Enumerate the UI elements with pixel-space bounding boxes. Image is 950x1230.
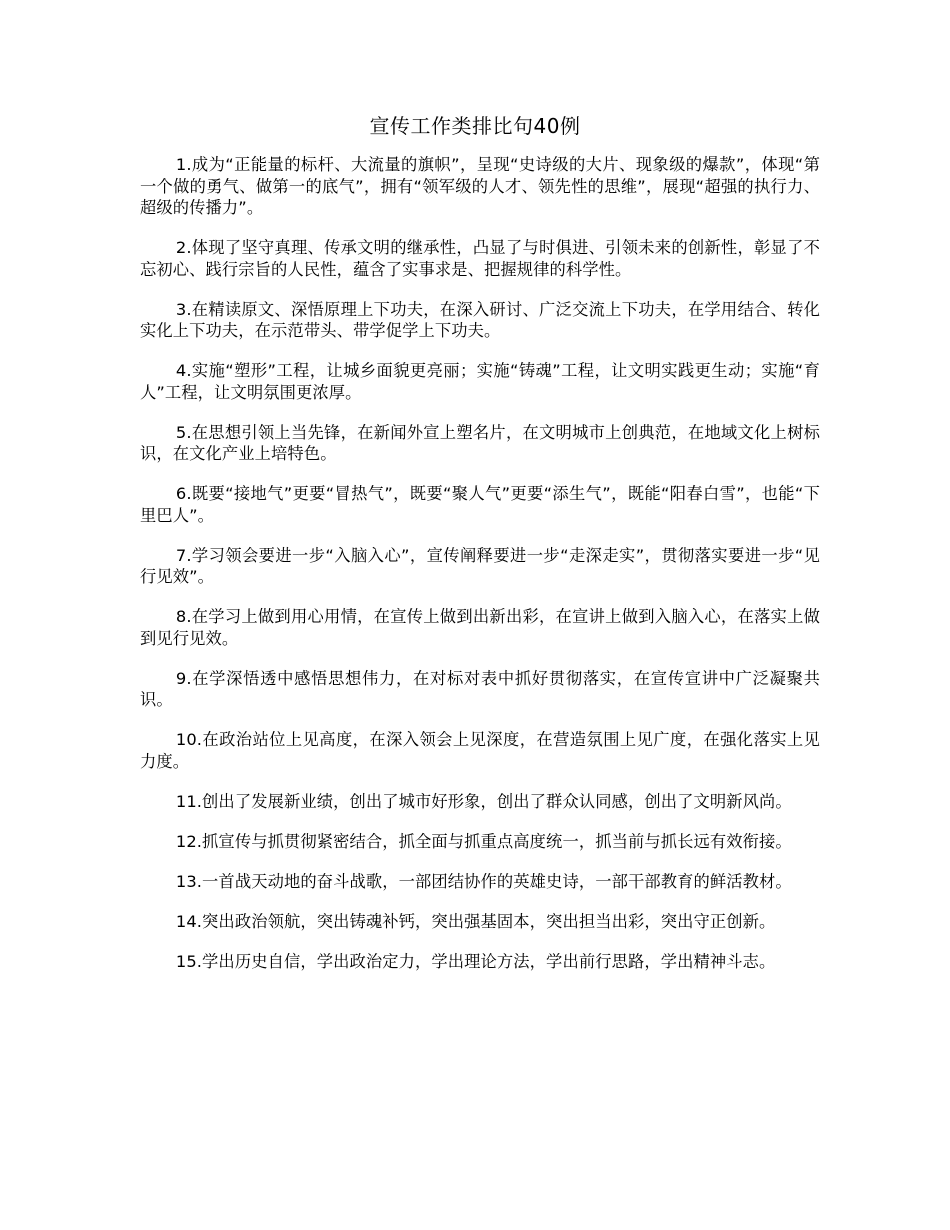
paragraph-13: 13.一首战天动地的奋斗战歌，一部团结协作的英雄史诗，一部干部教育的鲜活教材。 — [175, 871, 792, 891]
paragraph-12: 12.抓宣传与抓贯彻紧密结合，抓全面与抓重点高度统一，抓当前与抓长远有效衔接。 — [175, 831, 792, 851]
document-body — [140, 154, 820, 991]
document-title: 宣传工作类排比句40例 — [369, 114, 581, 138]
paragraph-7: 7.学习领会要进一步“入脑入心”，宣传阐释要进一步“走深走实”，贯彻落实要进一步“见行见效”。 — [140, 545, 820, 586]
paragraph-2: 2.体现了坚守真理、传承文明的继承性，凸显了与时俱进、引领未来的创新性，彰显了不忘初心、践行宗旨的人民性，蕴含了实事求是、把握规律的科学性。 — [140, 238, 820, 279]
paragraph-11: 11.创出了发展新业绩，创出了城市好形象，创出了群众认同感，创出了文明新风尚。 — [175, 791, 792, 811]
paragraph-6: 6.既要“接地气”更要“冒热气”，既要“聚人气”更要“添生气”，既能“阳春白雪”，也能“下里巴人”。 — [140, 484, 820, 525]
paragraph-3: 3.在精读原文、深悟原理上下功夫，在深入研讨、广泛交流上下功夫，在学用结合、转化实化上下功夫，在示范带头、带学促学上下功夫。 — [140, 299, 820, 340]
paragraph-14: 14.突出政治领航，突出铸魂补钙，突出强基固本，突出担当出彩，突出守正创新。 — [175, 911, 776, 931]
paragraph-8: 8.在学习上做到用心用情，在宣传上做到出新出彩，在宣讲上做到入脑入心，在落实上做到见行见效。 — [140, 607, 820, 648]
paragraph-1: 1.成为“正能量的标杆、大流量的旗帜”，呈现“史诗级的大片、现象级的爆款”，体现“第一个做的勇气、做第一的底气”，拥有“领军级的人才、领先性的思维”，展现“超强的执行力、超级的传播力”。 — [140, 155, 820, 217]
paragraph-4: 4.实施“塑形”工程，让城乡面貌更亮丽；实施“铸魂”工程，让文明实践更生动；实施“育人”工程，让文明氛围更浓厚。 — [140, 361, 820, 402]
paragraph-15: 15.学出历史自信，学出政治定力，学出理论方法，学出前行思路，学出精神斗志。 — [175, 951, 776, 971]
paragraph-9: 9.在学深悟透中感悟思想伟力，在对标对表中抓好贯彻落实，在宣传宣讲中广泛凝聚共识。 — [140, 668, 820, 709]
paragraph-10: 10.在政治站位上见高度，在深入领会上见深度，在营造氛围上见广度，在强化落实上见力度。 — [140, 730, 820, 771]
paragraph-5: 5.在思想引领上当先锋，在新闻外宣上塑名片，在文明城市上创典范，在地域文化上树标识，在文化产业上培特色。 — [140, 422, 820, 463]
